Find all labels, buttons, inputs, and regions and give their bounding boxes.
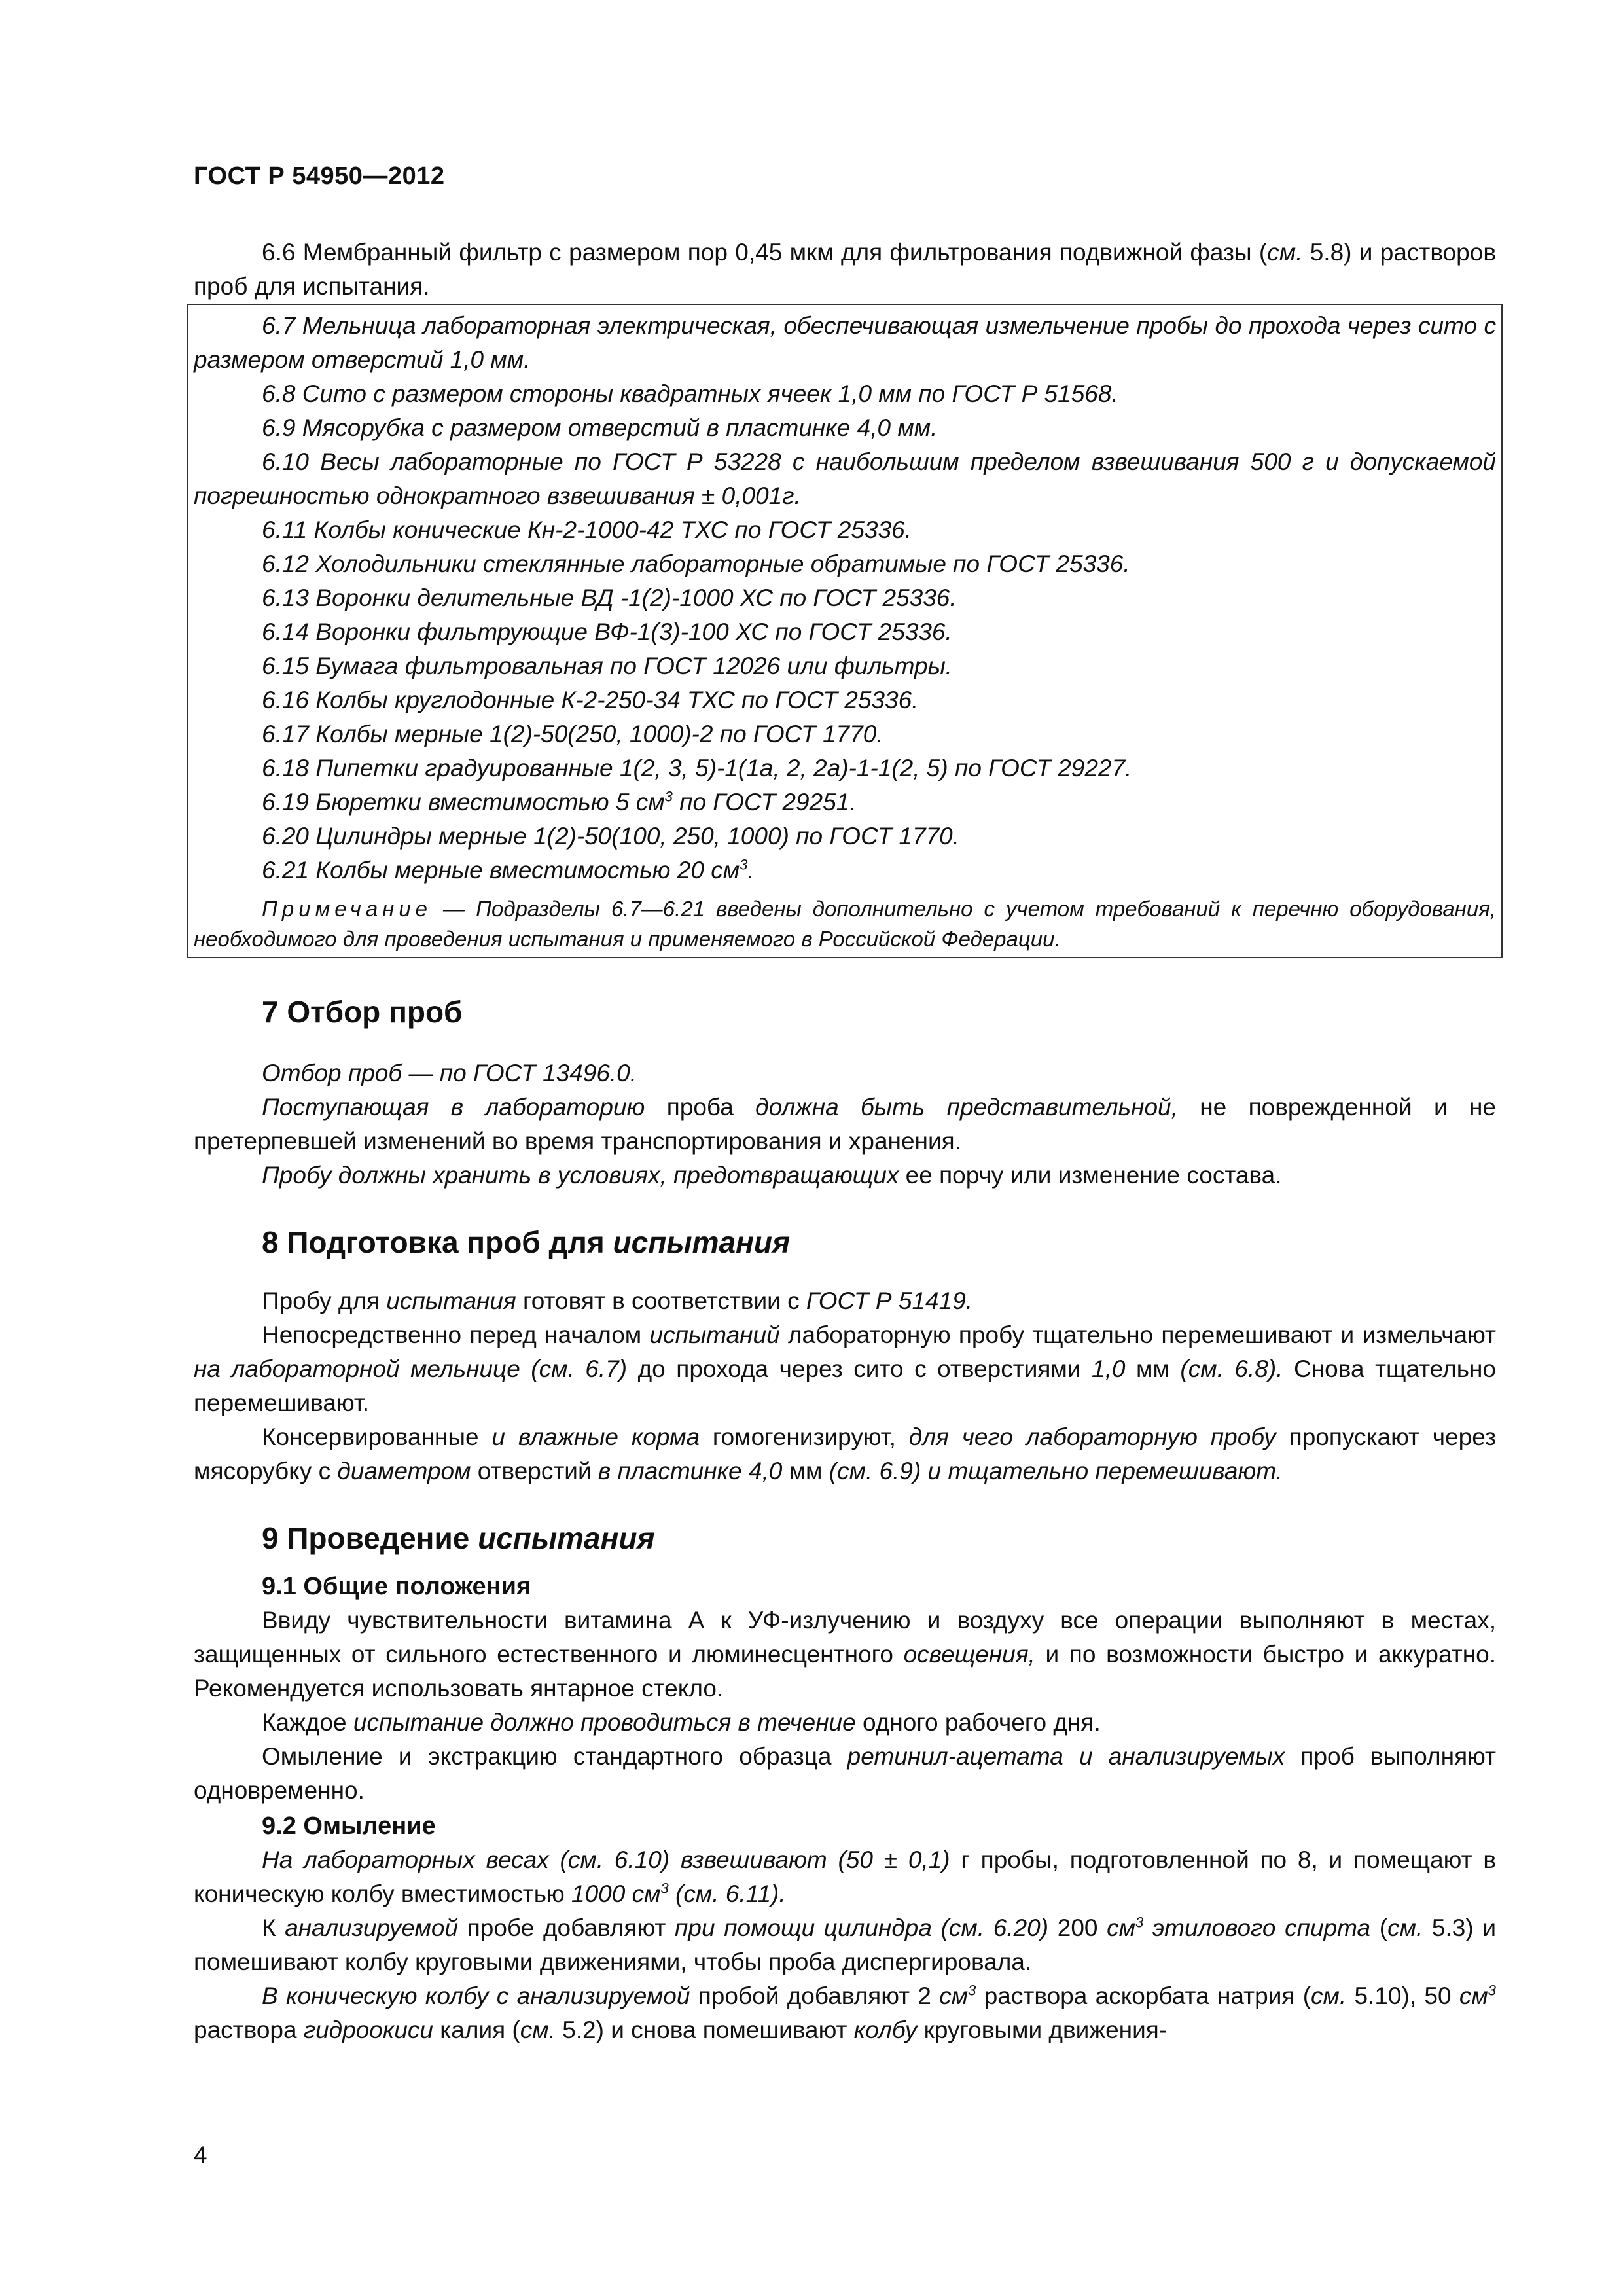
section-8-paragraph: Пробу для испытания готовят в соответствии с ГОСТ Р 51419.	[262, 1287, 973, 1314]
box-item: 6.10 Весы лабораторные по ГОСТ Р 53228 с наибольшим пределом взвешивания 500 г и допускаемой погрешностью однократного взвешивания ± 0,001г.	[194, 448, 1496, 509]
box-item: 6.12 Холодильники стеклянные лабораторные обратимые по ГОСТ 25336.	[262, 550, 1130, 577]
additional-equipment-box	[187, 304, 1503, 958]
subsection-9-2-paragraph: На лабораторных весах (см. 6.10) взвешивают (50 ± 0,1) г пробы, подготовленной по 8, и помещают в коническую колбу вместимостью 1000 $см^3$ (см. 6.11).	[194, 1846, 1496, 1907]
box-item: 6.8 Сито с размером стороны квадратных ячеек 1,0 мм по ГОСТ Р 51568.	[262, 380, 1118, 407]
subsection-9-2-paragraph: В коническую колбу с анализируемой пробой добавляют 2 $см^3$ раствора аскорбата натрия (см. 5.10), 50 $см^3$ раствора гидроокиси калия (см. 5.2) и снова помешивают колбу круговыми движения-	[194, 1982, 1497, 2043]
subsection-9-2-heading: 9.2 Омыление	[262, 1812, 436, 1840]
box-item: 6.21 Колбы мерные вместимостью 20 $см^3$.	[262, 856, 755, 884]
section-8-heading: 8 Подготовка проб для испытания	[262, 1225, 791, 1259]
subsection-9-1-paragraph: Каждое испытание должно проводиться в течение одного рабочего дня.	[262, 1709, 1101, 1736]
box-item: 6.9 Мясорубка с размером отверстий в пластинке 4,0 мм.	[262, 414, 938, 441]
box-item: 6.16 Колбы круглодонные К-2-250-34 ТХС по ГОСТ 25336.	[262, 687, 919, 713]
box-item: 6.18 Пипетки градуированные 1(2, 3, 5)-1(1а, 2, 2а)-1-1(2, 5) по ГОСТ 29227.	[262, 755, 1132, 781]
subsection-9-2-paragraph: К анализируемой пробе добавляют при помощи цилиндра (см. 6.20) 200 $см^3$ этилового спирта (см. 5.3) и помешивают колбу круговыми движениями, чтобы проба диспергировала.	[194, 1914, 1496, 1975]
subsection-9-1-paragraph: Ввиду чувствительности витамина А к УФ-излучению и воздуху все операции выполняют в местах, защищенных от сильного естественного и люминесцентного освещения, и по возможности быстро и аккуратно. Рекомендуется использовать янтарное стекло.	[194, 1607, 1497, 1702]
paragraph-6-6: 6.6 Мембранный фильтр с размером пор 0,45 мкм для фильтрования подвижной фазы (см. 5.8) и растворов проб для испытания.	[194, 239, 1496, 300]
subsection-9-1-heading: 9.1 Общие положения	[262, 1573, 531, 1600]
box-item: 6.15 Бумага фильтровальная по ГОСТ 12026 или фильтры.	[262, 653, 953, 679]
subsection-9-1-paragraph: Омыление и экстракцию стандартного образца ретинил-ацетата и анализируемых проб выполняют одновременно.	[194, 1743, 1497, 1804]
box-item: 6.7 Мельница лабораторная электрическая, обеспечивающая измельчение пробы до прохода через сито с размером отверстий 1,0 мм.	[194, 312, 1496, 373]
section-7-heading: 7 Отбор проб	[262, 995, 463, 1029]
section-7-paragraph: Отбор проб — по ГОСТ 13496.0.	[262, 1060, 637, 1086]
document-body	[194, 236, 1496, 2047]
box-item: 6.13 Воронки делительные ВД -1(2)-1000 ХС по ГОСТ 25336.	[262, 584, 957, 611]
section-8-paragraph: Консервированные и влажные корма гомогенизируют, для чего лабораторную пробу пропускают через мясорубку с диаметром отверстий в пластинке 4,0 мм (см. 6.9) и тщательно перемешивают.	[194, 1424, 1496, 1484]
section-9-heading: 9 Проведение испытания	[262, 1521, 655, 1555]
section-7-paragraph: Поступающая в лабораторию проба должна быть представительной, не поврежденной и не претерпевшей изменений во время транспортирования и хранения.	[194, 1094, 1496, 1155]
box-note: Примечание — Подразделы 6.7—6.21 введены дополнительно с учетом требований к перечню оборудования, необходимого для проведения испытания и применяемого в Российской Федерации.	[194, 897, 1496, 951]
box-item: 6.19 Бюретки вместимостью 5 $см^3$ по ГОСТ 29251.	[262, 788, 857, 816]
box-item: 6.11 Колбы конические Кн-2-1000-42 ТХС по ГОСТ 25336.	[262, 516, 912, 543]
section-8-paragraph: Непосредственно перед началом испытаний лабораторную пробу тщательно перемешивают и измельчают на лабораторной мельнице (см. 6.7) до прохода через сито с отверстиями 1,0 мм (см. 6.8). Снова тщательно перемешивают.	[194, 1321, 1496, 1416]
box-item: 6.14 Воронки фильтрующие ВФ-1(3)-100 ХС по ГОСТ 25336.	[262, 619, 952, 645]
box-item: 6.20 Цилиндры мерные 1(2)-50(100, 250, 1000) по ГОСТ 1770.	[262, 823, 960, 850]
section-7-paragraph: Пробу должны хранить в условиях, предотвращающих ее порчу или изменение состава.	[262, 1162, 1282, 1189]
page-number: 4	[194, 2142, 207, 2168]
document-code-header: ГОСТ Р 54950—2012	[194, 162, 445, 190]
box-item: 6.17 Колбы мерные 1(2)-50(250, 1000)-2 по ГОСТ 1770.	[262, 721, 883, 747]
